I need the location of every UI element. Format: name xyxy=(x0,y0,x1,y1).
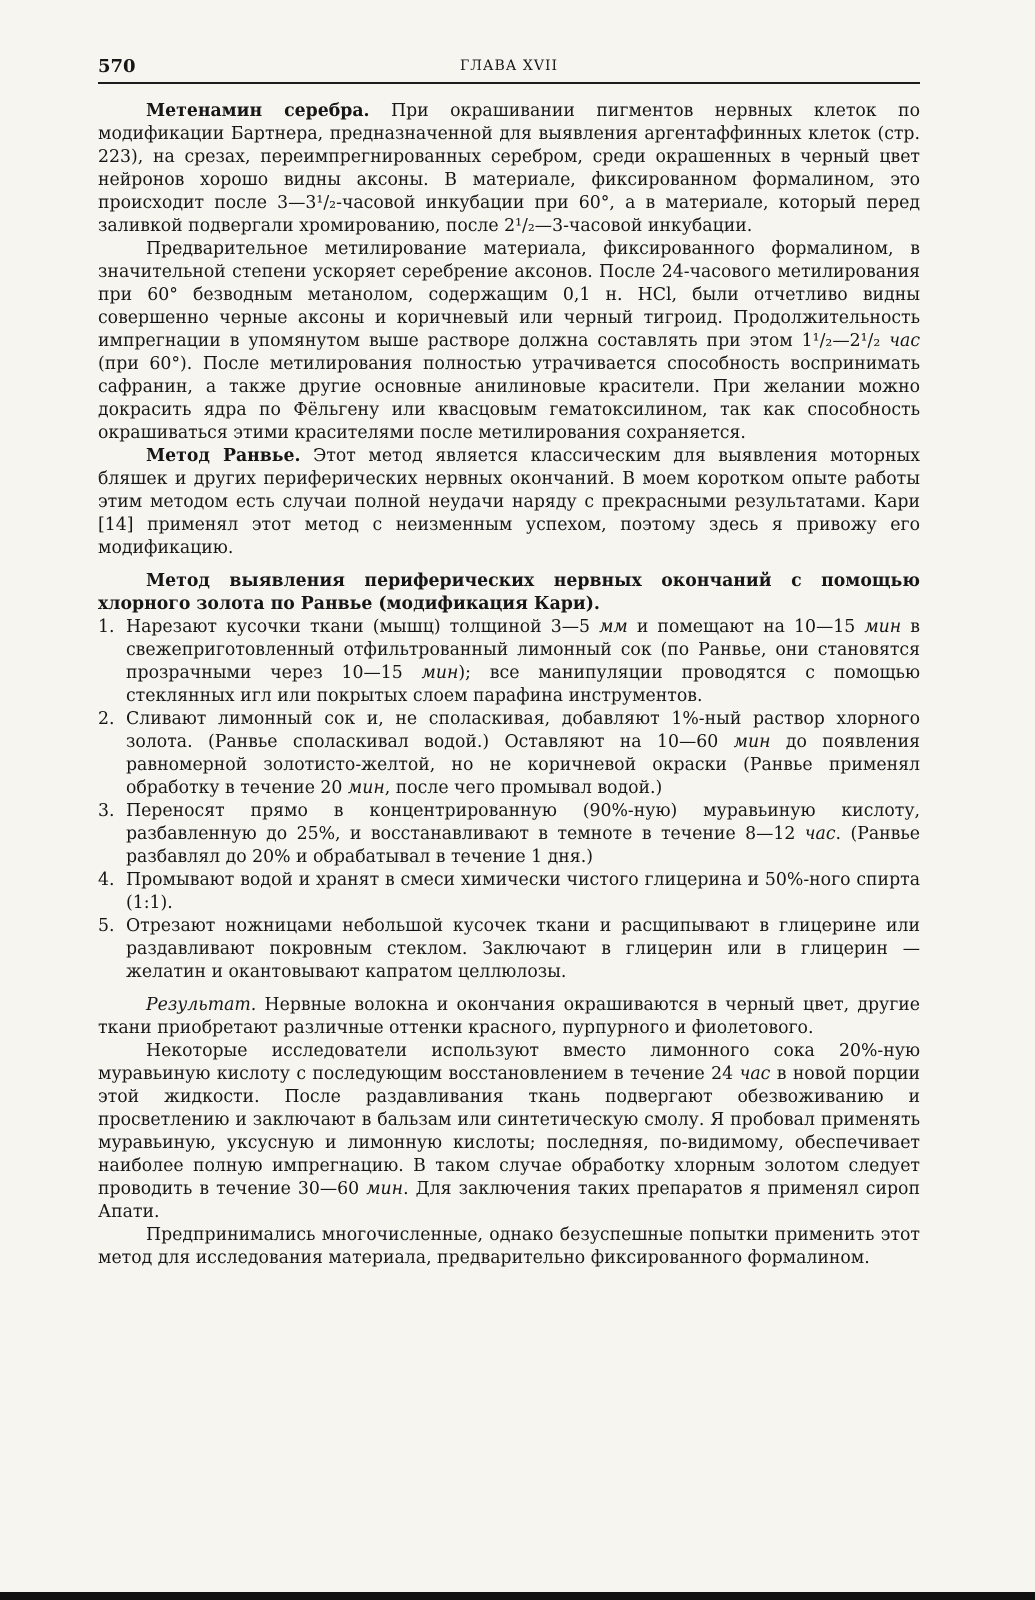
step-text: Промывают водой и хранят в смеси химически чистого глицерина и 50%-ного спирта (1:1). xyxy=(126,870,920,913)
paragraph-text: Этот метод является классическим для выявления моторных бляшек и других периферических нервных окончаний. В моем коротком опыте работы этим методом есть случаи полной неудачи наряду с прекрасными результатами. Кари [14] применял этот метод с неизменным успехом, поэтому здесь я привожу его модификацию. xyxy=(98,446,920,558)
unit-text: час xyxy=(739,1064,771,1084)
paragraph-text: . Для заключения таких препаратов я применял сироп Апати. xyxy=(98,1179,920,1222)
unit-text: час xyxy=(804,824,836,844)
procedure-steps xyxy=(98,616,920,984)
paragraph-text: в новой порции этой жидкости. После раздавливания ткань подвергают обезвоживанию и просветлению и заключают в бальзам или синтетическую смолу. Я пробовал применять муравьиную, уксусную и лимонную кислоты; последняя, по-видимому, обеспечивает наиболее полную импрегнацию. В таком случае обработку хлорным золотом следует проводить в течение 30—60 xyxy=(98,1064,920,1199)
step-run: Сливают лимонный сок и, не споласкивая, добавляют 1%-ный раствор хлорного золота. (Ранвье споласкивал водой.) Оставляют на 10—60 xyxy=(126,709,920,752)
procedure-step xyxy=(98,800,920,869)
unit-text: мин xyxy=(421,663,459,683)
step-number: 3. xyxy=(98,801,115,821)
procedure-step xyxy=(98,915,920,984)
step-text xyxy=(126,800,920,869)
paragraph-text: (при 60°). После метилирования полностью утрачивается способность воспринимать сафранин, а также другие основные анилиновые красители. При желании можно докрасить ядра по Фёльгену или квасцовым гематоксилином, так как способность окрашиваться этими красителями после метилирования сохраняется. xyxy=(98,354,920,443)
step-run: Нарезают кусочки ткани (мышц) толщиной 3—5 xyxy=(126,617,600,637)
paragraph-text: Некоторые исследователи используют вместо лимонного сока 20%-ную муравьиную кислоту с последующим восстановлением в течение 24 xyxy=(98,1041,920,1084)
unit-text: мин xyxy=(733,732,771,752)
step-number: 4. xyxy=(98,870,115,890)
step-number: 1. xyxy=(98,617,115,637)
paragraph-result xyxy=(98,994,920,1040)
unit-text: час xyxy=(889,331,920,351)
paragraph-text: Предварительное метилирование материала, фиксированного формалином, в значительной степени ускоряет серебрение аксонов. После 24-часового метилирования при 60° безводным метанолом, содержащим 0,1 н. HCl, были отчетливо видны совершенно черные аксоны и коричневый или черный тигроид. Продолжительность импрегнации в упомянутом выше растворе должна составлять при этом 1¹/₂—2¹/₂ xyxy=(98,239,920,351)
result-heading: Результат. xyxy=(146,995,257,1015)
procedure-step xyxy=(98,708,920,800)
page-header xyxy=(98,56,920,84)
paragraph-heading: Метенамин серебра. xyxy=(146,101,370,121)
method-title: Метод выявления периферических нервных окончаний с помощью хлорного золота по Ранвье (модификация Кари). xyxy=(98,571,920,614)
paragraph-ranvier xyxy=(98,445,920,560)
step-text xyxy=(126,708,920,800)
paragraph-methylation xyxy=(98,238,920,445)
step-run: в свежеприготовленный отфильтрованный лимонный сок (по Ранвье, они становятся прозрачными через 10—15 xyxy=(126,617,920,683)
spacer xyxy=(98,560,920,570)
step-run: . (Ранвье разбавлял до 20% и обрабатывал в течение 1 дня.) xyxy=(126,824,921,867)
paragraph-heading: Метод Ранвье. xyxy=(146,446,301,466)
paragraph-text: При окрашивании пигментов нервных клеток по модификации Бартнера, предназначенной для выявления аргентаффинных клеток (стр. 223), на срезах, переимпрегнированных серебром, среди окрашенных в черный цвет нейронов хорошо видны аксоны. В материале, фиксированном формалином, это происходит после 3—3¹/₂-часовой инкубации при 60°, а в материале, который перед заливкой подвергали хромированию, после 2¹/₂—3-часовой инкубации. xyxy=(98,101,920,236)
step-run: ); все манипуляции проводятся с помощью стеклянных игл или покрытых слоем парафина инструментов. xyxy=(126,663,920,706)
procedure-step xyxy=(98,616,920,708)
step-run: , после чего промывал водой.) xyxy=(384,778,663,798)
step-number: 2. xyxy=(98,709,115,729)
step-text: Отрезают ножницами небольшой кусочек ткани и расщипывают в глицерине или раздавливают покровным стеклом. Заключают в глицерин или в глицерин — желатин и окантовывают капратом целлюлозы. xyxy=(126,916,920,982)
step-text xyxy=(126,616,920,708)
paragraph-alternatives xyxy=(98,1040,920,1224)
step-number: 5. xyxy=(98,916,115,936)
unit-text: мин xyxy=(864,617,902,637)
paragraph-methenamine xyxy=(98,100,920,238)
page-number: 570 xyxy=(98,56,136,77)
scan-bottom-edge xyxy=(0,1592,1035,1600)
paragraph-text: Нервные волокна и окончания окрашиваются в черный цвет, другие ткани приобретают различные оттенки красного, пурпурного и фиолетового. xyxy=(98,995,920,1038)
unit-text: мин xyxy=(366,1179,404,1199)
unit-text: мм xyxy=(599,617,628,637)
procedure-step xyxy=(98,869,920,915)
step-run: и помещают на 10—15 xyxy=(627,617,865,637)
step-run: до появления равномерной золотисто-желтой, но не коричневой окраски (Ранвье применял обработку в течение 20 xyxy=(126,732,920,798)
step-run: Переносят прямо в концентрированную (90%-ную) муравьиную кислоту, разбавленную до 25%, и восстанавливают в темноте в течение 8—12 xyxy=(126,801,920,844)
page-content xyxy=(98,100,920,1270)
chapter-title: ГЛАВА XVII xyxy=(459,58,559,74)
spacer xyxy=(98,984,920,994)
unit-text: мин xyxy=(347,778,385,798)
paragraph-formalin-note: Предпринимались многочисленные, однако безуспешные попытки применить этот метод для исследования материала, предварительно фиксированного формалином. xyxy=(98,1225,920,1268)
